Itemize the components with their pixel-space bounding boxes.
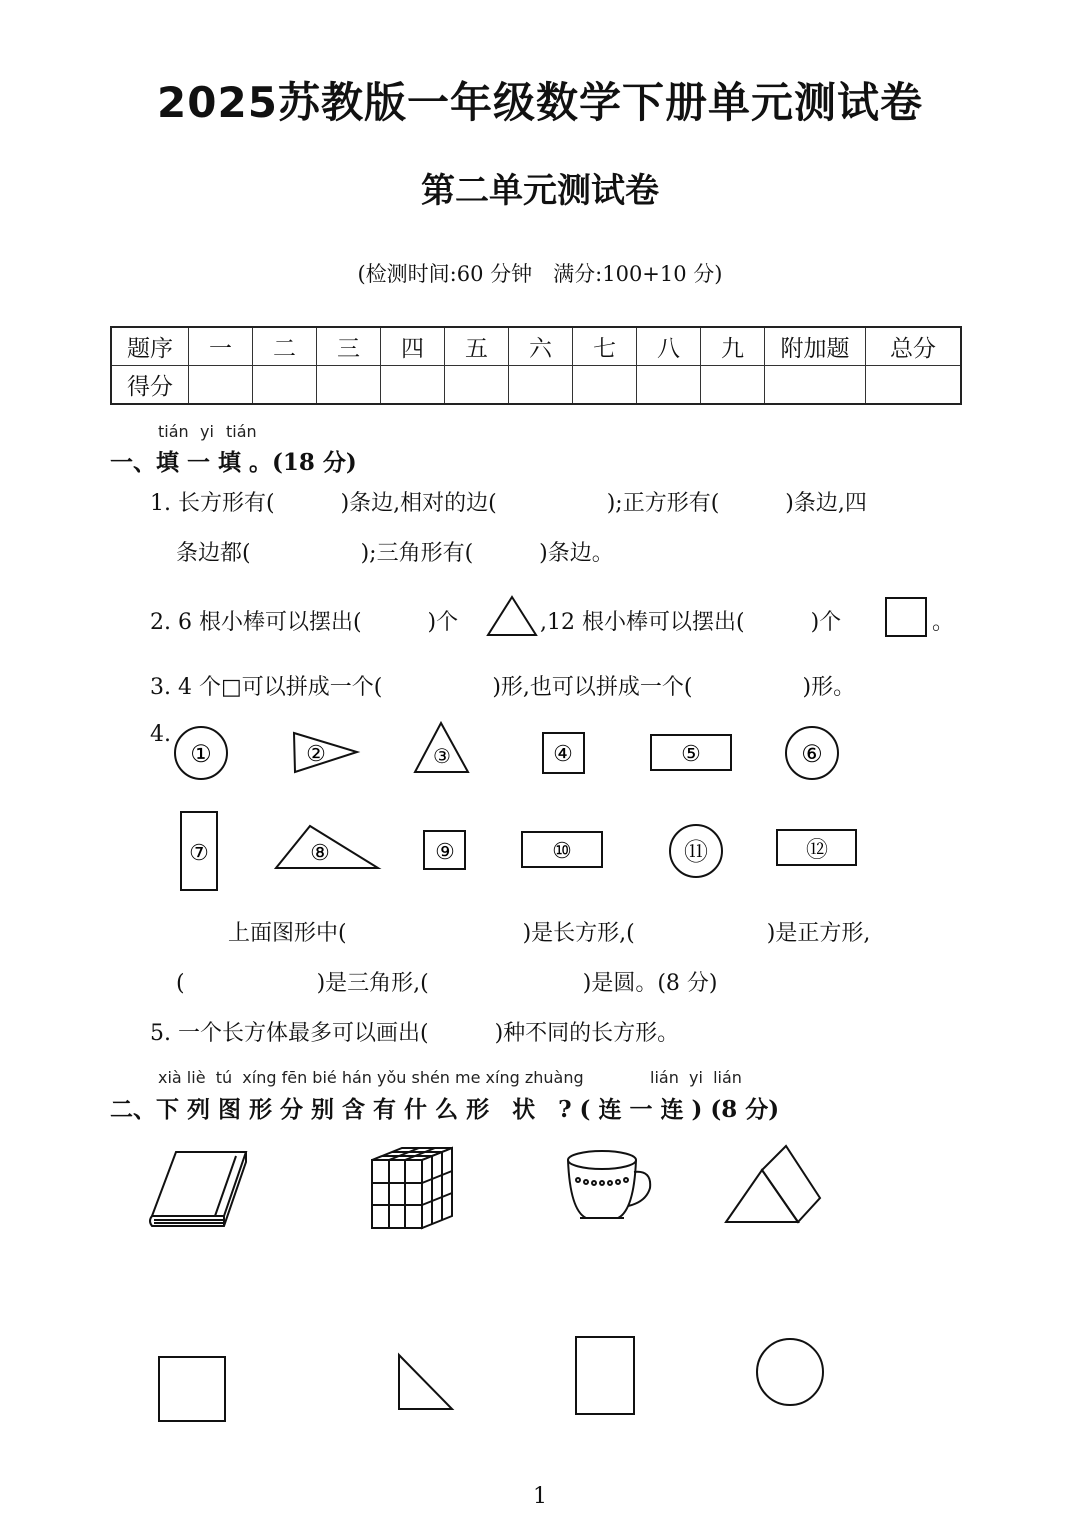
section1-heading: 一、填 一 填 。(18 分) [110, 449, 357, 476]
section1-pinyin-yi: yi [200, 422, 214, 441]
score-cell: 三 [317, 327, 381, 366]
question-1-line1: 1. 长方形有( )条边,相对的边( );正方形有( )条边,四 [150, 491, 867, 516]
question-1-line2: 条边都( );三角形有( )条边。 [176, 541, 614, 566]
shape-label-8: ⑧ [310, 841, 330, 866]
shape-12-rectangle [777, 830, 856, 865]
score-input-cell[interactable] [637, 366, 701, 405]
score-input-cell[interactable] [765, 366, 866, 405]
shape-9-square [424, 831, 465, 869]
score-cell: 题序 [111, 327, 189, 366]
section2-pinyin-left: xià liè tú xíng fēn bié hán yǒu shén me xíng zhuàng [158, 1068, 584, 1087]
score-cell: 总分 [866, 327, 962, 366]
shape-label-3: ③ [433, 744, 451, 768]
question-4-answer-line2: ( )是三角形,( )是圆。(8 分) [176, 971, 718, 996]
score-row-label: 得分 [111, 366, 189, 405]
score-cell: 二 [253, 327, 317, 366]
shape-label-11: ⑪ [684, 838, 708, 866]
shape-label-5: ⑤ [681, 742, 701, 767]
shape-label-12: ⑫ [805, 838, 829, 863]
shape-label-2: ② [306, 742, 326, 767]
question-3: 3. 4 个□可以拼成一个( )形,也可以拼成一个( )形。 [150, 675, 856, 700]
shape-label-1: ① [190, 740, 212, 768]
score-input-cell[interactable] [866, 366, 962, 405]
shape-label-7: ⑦ [189, 841, 209, 866]
score-table-header-row [111, 327, 961, 366]
shape-label-6: ⑥ [801, 740, 823, 768]
shape-3-triangle [415, 723, 468, 772]
score-cell: 八 [637, 327, 701, 366]
section2-pinyin-right: lián yi lián [650, 1068, 742, 1087]
shape-label-10: ⑩ [552, 839, 572, 864]
shape-label-4: ④ [553, 742, 573, 767]
shape-1-circle [175, 727, 227, 779]
exam-meta: (检测时间:60 分钟 满分:100+10 分) [357, 262, 723, 286]
score-cell: 四 [381, 327, 445, 366]
score-cell: 九 [701, 327, 765, 366]
book-icon[interactable] [150, 1152, 246, 1226]
unit-subtitle: 第二单元测试卷 [421, 171, 659, 211]
objects-row [140, 1140, 840, 1240]
shape-6-circle [786, 727, 838, 779]
question-2-part-b: ,12 根小棒可以摆出( )个 [540, 610, 842, 635]
section1-pinyin-tian: tián [158, 422, 189, 441]
rectangle-icon[interactable] [576, 1337, 634, 1414]
score-cell: 附加题 [765, 327, 866, 366]
shape-7-rectangle [181, 812, 217, 890]
rubiks-cube-icon[interactable] [372, 1148, 452, 1228]
shape-4-square [543, 733, 584, 773]
shape-2-triangle [294, 733, 357, 772]
score-input-cell[interactable] [573, 366, 637, 405]
score-input-cell[interactable] [509, 366, 573, 405]
triangular-prism-icon[interactable] [726, 1146, 820, 1222]
shape-10-rectangle [522, 832, 602, 867]
score-cell: 五 [445, 327, 509, 366]
score-input-cell[interactable] [445, 366, 509, 405]
cup-icon[interactable] [568, 1151, 650, 1218]
circle-icon[interactable] [757, 1339, 823, 1405]
score-cell: 六 [509, 327, 573, 366]
shape-11-circle [670, 825, 722, 877]
page-title: 2025苏教版一年级数学下册单元测试卷 [157, 78, 923, 127]
score-input-cell[interactable] [189, 366, 253, 405]
score-input-cell[interactable] [381, 366, 445, 405]
question-2-part-a: 2. 6 根小棒可以摆出( )个 [150, 610, 459, 635]
score-input-cell[interactable] [253, 366, 317, 405]
score-table [110, 326, 962, 405]
score-table-score-row [111, 366, 961, 405]
question-4-shapes [170, 720, 870, 900]
page-number: 1 [533, 1484, 547, 1509]
square-icon[interactable] [159, 1357, 225, 1421]
question-2-part-c: 。 [932, 610, 955, 635]
question-4-answer-line1: 上面图形中( )是长方形,( )是正方形, [228, 921, 871, 946]
shape-8-triangle [276, 826, 378, 868]
section2-heading: 二、下 列 图 形 分 别 含 有 什 么 形 状 ? ( 连 一 连 ) (8 分) [110, 1096, 780, 1123]
question-5: 5. 一个长方体最多可以画出( )种不同的长方形。 [150, 1021, 680, 1046]
square-icon [884, 596, 928, 638]
question-4-number: 4. [150, 722, 171, 747]
shapes-row [140, 1330, 840, 1430]
section1-pinyin-tian2: tián [226, 422, 257, 441]
score-input-cell[interactable] [701, 366, 765, 405]
right-triangle-icon[interactable] [399, 1355, 452, 1409]
shape-5-rectangle [651, 735, 731, 770]
score-cell: 一 [189, 327, 253, 366]
triangle-icon [486, 594, 538, 638]
score-input-cell[interactable] [317, 366, 381, 405]
shape-label-9: ⑨ [435, 840, 455, 865]
score-cell: 七 [573, 327, 637, 366]
